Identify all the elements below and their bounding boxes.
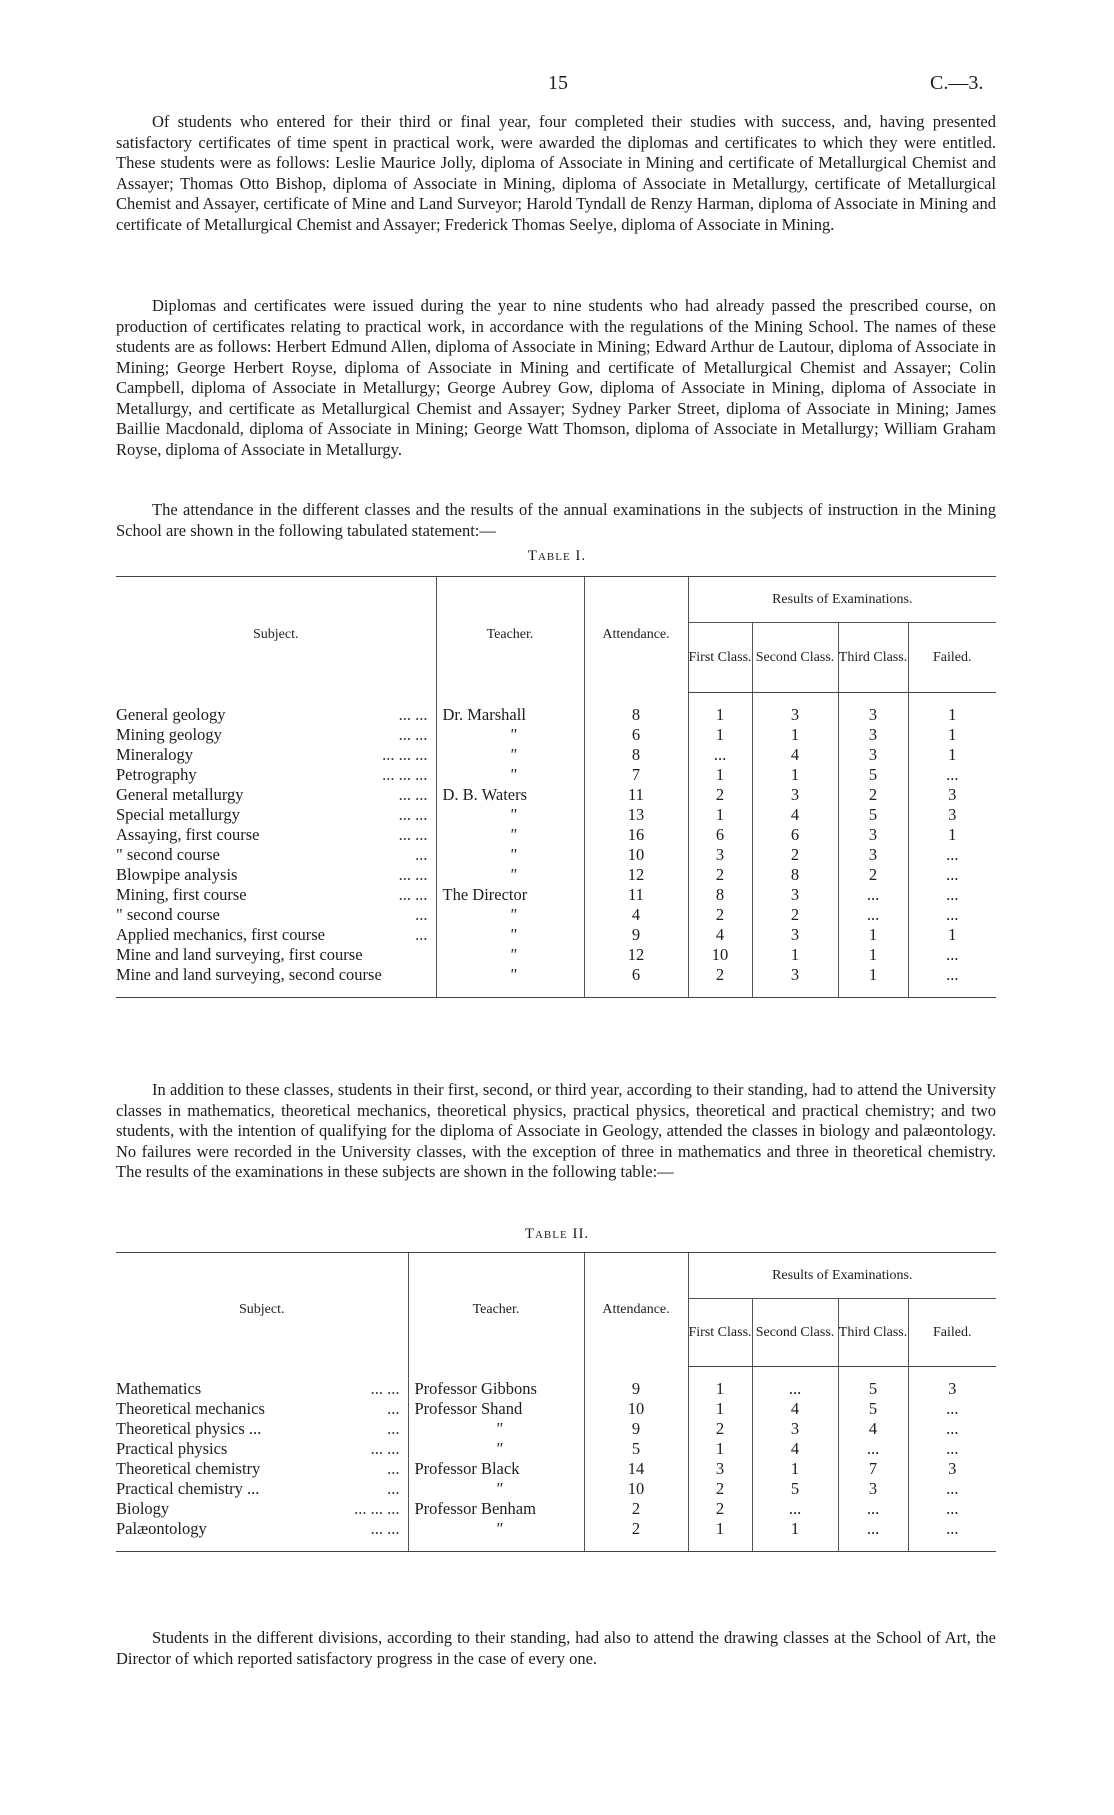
attendance-cell: 10: [584, 1479, 688, 1499]
second-class-cell: 3: [752, 885, 838, 905]
teacher-header: Teacher.: [436, 577, 584, 693]
paragraph-attendance-intro: The attendance in the different classes and the results of the annual examinations in the subjects of instruction in the Mining School are shown in the following tabulated statement:—: [116, 500, 996, 540]
teacher-cell: Professor Gibbons: [408, 1379, 584, 1399]
first-class-cell: 8: [688, 885, 752, 905]
failed-cell: ...: [908, 945, 996, 965]
leader-dots: ... ...: [398, 885, 428, 904]
document-reference: C.—3.: [930, 72, 984, 94]
table-2: [116, 1252, 996, 1552]
attendance-header: Attendance.: [584, 1253, 688, 1367]
first-class-cell: 4: [688, 925, 752, 945]
first-class-cell: 1: [688, 1399, 752, 1419]
failed-header: Failed.: [908, 1299, 996, 1367]
second-class-cell: 8: [752, 865, 838, 885]
third-class-header: Third Class.: [838, 623, 908, 693]
table-row: [116, 1419, 996, 1439]
teacher-cell: ": [436, 925, 584, 945]
failed-cell: ...: [908, 965, 996, 985]
attendance-cell: 10: [584, 845, 688, 865]
failed-cell: ...: [908, 1419, 996, 1439]
table-row: [116, 725, 996, 745]
results-header: Results of Examinations.: [688, 1253, 996, 1299]
third-class-cell: 4: [838, 1419, 908, 1439]
table-row: [116, 785, 996, 805]
subject-text: General geology: [116, 705, 226, 724]
failed-header: Failed.: [908, 623, 996, 693]
first-class-cell: 1: [688, 1379, 752, 1399]
teacher-cell: Dr. Marshall: [436, 705, 584, 725]
third-class-cell: 3: [838, 825, 908, 845]
teacher-cell: ": [436, 725, 584, 745]
teacher-cell: The Director: [436, 885, 584, 905]
teacher-cell: ": [436, 905, 584, 925]
first-class-cell: 2: [688, 1499, 752, 1519]
subject-text: Mine and land surveying, second course: [116, 965, 382, 984]
subject-text: " second course: [116, 905, 220, 924]
table-row: [116, 1499, 996, 1519]
attendance-cell: 6: [584, 725, 688, 745]
attendance-cell: 14: [584, 1459, 688, 1479]
first-class-cell: 1: [688, 705, 752, 725]
subject-cell: [116, 905, 436, 925]
subject-text: Petrography: [116, 765, 197, 784]
second-class-cell: 1: [752, 1459, 838, 1479]
failed-cell: 3: [908, 805, 996, 825]
first-class-cell: 10: [688, 945, 752, 965]
subject-cell: [116, 1499, 408, 1519]
failed-cell: 1: [908, 925, 996, 945]
table-row: [116, 1459, 996, 1479]
leader-dots: ... ...: [370, 1379, 400, 1398]
attendance-cell: 5: [584, 1439, 688, 1459]
teacher-cell: ": [436, 945, 584, 965]
subject-text: Mining geology: [116, 725, 222, 744]
subject-cell: [116, 885, 436, 905]
first-class-cell: 2: [688, 1419, 752, 1439]
subject-text: Special metallurgy: [116, 805, 240, 824]
first-class-cell: 1: [688, 1439, 752, 1459]
subject-cell: [116, 745, 436, 765]
subject-text: Theoretical chemistry: [116, 1459, 261, 1478]
teacher-cell: Professor Shand: [408, 1399, 584, 1419]
table-1: [116, 576, 996, 998]
subject-text: Mine and land surveying, first course: [116, 945, 363, 964]
first-class-cell: 2: [688, 1479, 752, 1499]
table-row: [116, 885, 996, 905]
subject-cell: [116, 765, 436, 785]
table-row: [116, 825, 996, 845]
first-class-cell: 1: [688, 765, 752, 785]
table-row: [116, 805, 996, 825]
failed-cell: ...: [908, 1479, 996, 1499]
failed-cell: 3: [908, 1459, 996, 1479]
failed-cell: ...: [908, 845, 996, 865]
leader-dots: ... ...: [370, 1439, 400, 1458]
teacher-cell: Professor Benham: [408, 1499, 584, 1519]
results-header: Results of Examinations.: [688, 577, 996, 623]
subject-cell: [116, 925, 436, 945]
failed-cell: 3: [908, 1379, 996, 1399]
attendance-cell: 4: [584, 905, 688, 925]
failed-cell: ...: [908, 905, 996, 925]
attendance-cell: 2: [584, 1519, 688, 1539]
subject-cell: [116, 1459, 408, 1479]
table-row: [116, 745, 996, 765]
table-1-title: Table I.: [527, 548, 587, 564]
subject-cell: [116, 805, 436, 825]
subject-text: Applied mechanics, first course: [116, 925, 325, 944]
attendance-cell: 9: [584, 1379, 688, 1399]
first-class-cell: 1: [688, 725, 752, 745]
third-class-cell: 5: [838, 1399, 908, 1419]
subject-text: Mathematics: [116, 1379, 202, 1398]
second-class-header: Second Class.: [752, 1299, 838, 1367]
attendance-cell: 6: [584, 965, 688, 985]
table-row: [116, 905, 996, 925]
first-class-header: First Class.: [688, 623, 752, 693]
second-class-cell: 4: [752, 1439, 838, 1459]
table-row: [116, 1439, 996, 1459]
third-class-cell: ...: [838, 1499, 908, 1519]
second-class-cell: 4: [752, 1399, 838, 1419]
paragraph-diplomas-issued: Diplomas and certificates were issued during the year to nine students who had already passed the prescribed course, on production of certificates relating to practical work, in accordance with the regulations of the Mining School. The names of these students are as follows: Herbert Edmund Allen, diploma of Associate in Mining; Edward Arthur de Lautour, diploma of Associate in Mining; George Herbert Royse, diploma of Associate in Mining and certificate of Metallurgical Chemist and Assayer; Colin Campbell, diploma of Associate in Metallurgy; George Aubrey Gow, diploma of Associate in Mining, diploma of Associate in Metallurgy, and certificate as Metallurgical Chemist and Assayer; Sydney Parker Street, diploma of Associate in Mining; James Baillie Macdonald, diploma of Associate in Mining; George Watt Thomson, diploma of Associate in Metallurgy; William Graham Royse, diploma of Associate in Metallurgy.: [116, 296, 996, 459]
failed-cell: ...: [908, 885, 996, 905]
subject-cell: [116, 1479, 408, 1499]
teacher-cell: ": [408, 1479, 584, 1499]
subject-text: Theoretical physics ...: [116, 1419, 262, 1438]
third-class-cell: 3: [838, 1479, 908, 1499]
teacher-cell: ": [436, 745, 584, 765]
leader-dots: ... ...: [398, 705, 428, 724]
subject-text: Assaying, first course: [116, 825, 260, 844]
third-class-cell: 3: [838, 725, 908, 745]
attendance-cell: 9: [584, 1419, 688, 1439]
leader-dots: ... ...: [398, 805, 428, 824]
failed-cell: 1: [908, 745, 996, 765]
attendance-cell: 10: [584, 1399, 688, 1419]
second-class-cell: 3: [752, 925, 838, 945]
subject-cell: [116, 1399, 408, 1419]
third-class-cell: ...: [838, 1519, 908, 1539]
first-class-cell: 6: [688, 825, 752, 845]
paragraph-university-classes: In addition to these classes, students in their first, second, or third year, according to their standing, had to attend the University classes in mathematics, theoretical mechanics, theoretical physics, practical physics, theoretical and practical chemistry; and two students, with the intention of qualifying for the diploma of Associate in Geology, attended the classes in biology and palæontology. No failures were recorded in the University classes, with the exception of three in mathematics and three in theoretical chemistry. The results of the examinations in these subjects are shown in the following table:—: [116, 1080, 996, 1181]
attendance-cell: 12: [584, 865, 688, 885]
attendance-cell: 8: [584, 705, 688, 725]
leader-dots: ... ... ...: [382, 745, 428, 764]
subject-text: Biology: [116, 1499, 170, 1518]
teacher-cell: Professor Black: [408, 1459, 584, 1479]
subject-cell: [116, 825, 436, 845]
subject-text: Blowpipe analysis: [116, 865, 238, 884]
leader-dots: ...: [387, 1459, 400, 1478]
leader-dots: ... ... ...: [354, 1499, 400, 1518]
first-class-cell: 3: [688, 1459, 752, 1479]
subject-cell: [116, 1439, 408, 1459]
failed-cell: 1: [908, 705, 996, 725]
table-row: [116, 965, 996, 985]
failed-cell: ...: [908, 1519, 996, 1539]
leader-dots: ... ... ...: [382, 765, 428, 784]
table-2-title: Table II.: [524, 1226, 590, 1242]
second-class-cell: 1: [752, 945, 838, 965]
leader-dots: ...: [415, 845, 428, 864]
third-class-cell: 3: [838, 845, 908, 865]
third-class-cell: ...: [838, 1439, 908, 1459]
teacher-cell: ": [436, 965, 584, 985]
subject-cell: [116, 705, 436, 725]
failed-cell: 1: [908, 725, 996, 745]
leader-dots: ... ...: [370, 1519, 400, 1538]
first-class-cell: 2: [688, 905, 752, 925]
second-class-cell: ...: [752, 1379, 838, 1399]
table-row: [116, 705, 996, 725]
failed-cell: ...: [908, 1499, 996, 1519]
second-class-cell: 4: [752, 805, 838, 825]
subject-cell: [116, 1419, 408, 1439]
first-class-cell: 1: [688, 1519, 752, 1539]
subject-text: Mining, first course: [116, 885, 247, 904]
teacher-cell: ": [436, 825, 584, 845]
teacher-cell: ": [436, 845, 584, 865]
paragraph-school-of-art: Students in the different divisions, according to their standing, had also to attend the drawing classes at the School of Art, the Director of which reported satisfactory progress in the case of every one.: [116, 1628, 996, 1668]
attendance-cell: 16: [584, 825, 688, 845]
table-row: [116, 1519, 996, 1539]
second-class-cell: 3: [752, 1419, 838, 1439]
subject-text: Mineralogy: [116, 745, 193, 764]
subject-header: Subject.: [116, 1253, 408, 1367]
table-row: [116, 765, 996, 785]
attendance-cell: 13: [584, 805, 688, 825]
failed-cell: ...: [908, 865, 996, 885]
failed-cell: ...: [908, 1399, 996, 1419]
third-class-cell: 1: [838, 925, 908, 945]
page-header: [0, 72, 1114, 96]
teacher-cell: ": [436, 805, 584, 825]
leader-dots: ...: [387, 1419, 400, 1438]
third-class-cell: 2: [838, 865, 908, 885]
subject-cell: [116, 945, 436, 965]
teacher-cell: ": [408, 1419, 584, 1439]
second-class-cell: 1: [752, 765, 838, 785]
third-class-cell: ...: [838, 905, 908, 925]
attendance-cell: 11: [584, 885, 688, 905]
third-class-cell: 3: [838, 745, 908, 765]
first-class-cell: 3: [688, 845, 752, 865]
leader-dots: ... ...: [398, 725, 428, 744]
teacher-cell: D. B. Waters: [436, 785, 584, 805]
leader-dots: ... ...: [398, 785, 428, 804]
second-class-cell: 2: [752, 845, 838, 865]
first-class-cell: 2: [688, 865, 752, 885]
subject-text: General metallurgy: [116, 785, 244, 804]
third-class-cell: 7: [838, 1459, 908, 1479]
third-class-cell: ...: [838, 885, 908, 905]
first-class-cell: 2: [688, 785, 752, 805]
attendance-cell: 12: [584, 945, 688, 965]
paragraph-final-year-students: Of students who entered for their third or final year, four completed their studies with success, and, having presented satisfactory certificates of time spent in practical work, were awarded the diplomas and certificates to which they were entitled. These students were as follows: Leslie Maurice Jolly, diploma of Associate in Mining and certificate of Metallurgical Chemist and Assayer; Thomas Otto Bishop, diploma of Associate in Mining, diploma of Associate in Metallurgy, certificate of Metallurgical Chemist and Assayer, certificate of Mine and Land Surveyor; Harold Tyndall de Renzy Harman, diploma of Associate in Mining and certificate of Metallurgical Chemist and Assayer; Frederick Thomas Seelye, diploma of Associate in Mining.: [116, 112, 996, 234]
third-class-cell: 1: [838, 965, 908, 985]
table-row: [116, 865, 996, 885]
second-class-cell: 3: [752, 965, 838, 985]
third-class-cell: 5: [838, 1379, 908, 1399]
second-class-cell: 3: [752, 785, 838, 805]
first-class-cell: ...: [688, 745, 752, 765]
leader-dots: ... ...: [398, 865, 428, 884]
attendance-header: Attendance.: [584, 577, 688, 693]
teacher-header: Teacher.: [408, 1253, 584, 1367]
subject-cell: [116, 965, 436, 985]
table-row: [116, 1379, 996, 1399]
third-class-cell: 3: [838, 705, 908, 725]
first-class-header: First Class.: [688, 1299, 752, 1367]
subject-cell: [116, 865, 436, 885]
second-class-cell: 1: [752, 1519, 838, 1539]
failed-cell: 3: [908, 785, 996, 805]
leader-dots: ...: [415, 925, 428, 944]
teacher-cell: ": [408, 1439, 584, 1459]
third-class-cell: 5: [838, 805, 908, 825]
second-class-cell: 3: [752, 705, 838, 725]
subject-text: Practical physics: [116, 1439, 228, 1458]
second-class-cell: 1: [752, 725, 838, 745]
leader-dots: ...: [415, 905, 428, 924]
page-number: 15: [548, 72, 568, 94]
subject-cell: [116, 1519, 408, 1539]
subject-text: Practical chemistry ...: [116, 1479, 260, 1498]
third-class-header: Third Class.: [838, 1299, 908, 1367]
table-row: [116, 945, 996, 965]
second-class-cell: 5: [752, 1479, 838, 1499]
second-class-cell: 6: [752, 825, 838, 845]
table-row: [116, 1479, 996, 1499]
subject-text: " second course: [116, 845, 220, 864]
subject-text: Palæontology: [116, 1519, 207, 1538]
second-class-cell: 4: [752, 745, 838, 765]
attendance-cell: 8: [584, 745, 688, 765]
teacher-cell: ": [408, 1519, 584, 1539]
table-row: [116, 925, 996, 945]
subject-cell: [116, 845, 436, 865]
teacher-cell: ": [436, 765, 584, 785]
attendance-cell: 7: [584, 765, 688, 785]
leader-dots: ... ...: [398, 825, 428, 844]
subject-cell: [116, 725, 436, 745]
teacher-cell: ": [436, 865, 584, 885]
third-class-cell: 1: [838, 945, 908, 965]
attendance-cell: 11: [584, 785, 688, 805]
first-class-cell: 2: [688, 965, 752, 985]
second-class-cell: ...: [752, 1499, 838, 1519]
table-row: [116, 845, 996, 865]
attendance-cell: 9: [584, 925, 688, 945]
subject-header: Subject.: [116, 577, 436, 693]
subject-text: Theoretical mechanics: [116, 1399, 265, 1418]
failed-cell: 1: [908, 825, 996, 845]
attendance-cell: 2: [584, 1499, 688, 1519]
failed-cell: ...: [908, 1439, 996, 1459]
second-class-header: Second Class.: [752, 623, 838, 693]
leader-dots: ...: [387, 1399, 400, 1418]
subject-cell: [116, 1379, 408, 1399]
leader-dots: ...: [387, 1479, 400, 1498]
third-class-cell: 2: [838, 785, 908, 805]
failed-cell: ...: [908, 765, 996, 785]
table-row: [116, 1399, 996, 1419]
third-class-cell: 5: [838, 765, 908, 785]
first-class-cell: 1: [688, 805, 752, 825]
subject-cell: [116, 785, 436, 805]
second-class-cell: 2: [752, 905, 838, 925]
